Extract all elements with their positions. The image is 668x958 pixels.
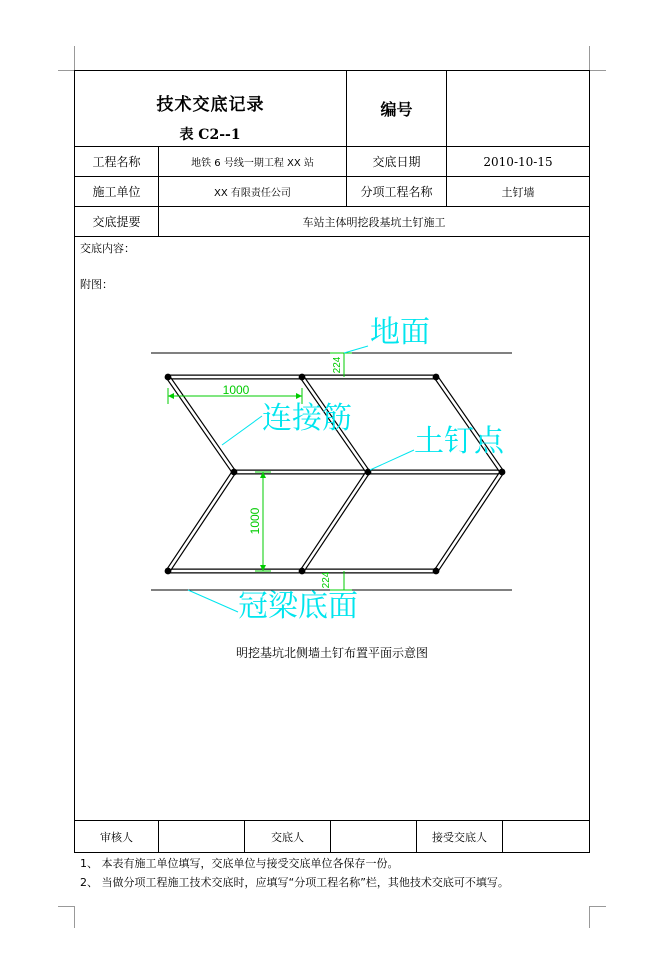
crop-mark-bottom-left-h bbox=[58, 906, 74, 907]
connector-diag-4-inner bbox=[168, 472, 234, 571]
crop-mark-top-left-h bbox=[58, 70, 74, 71]
date-label: 交底日期 bbox=[372, 155, 421, 169]
form-title: 技术交底记录 bbox=[156, 94, 265, 115]
dim-horizontal-text: 1000 bbox=[222, 383, 250, 397]
footnote-2: 2、 当做分项工程施工技术交底时，应填写“分项工程名称”栏，其他技术交底可不填写。 bbox=[80, 876, 509, 889]
discloser-label: 交底人 bbox=[271, 830, 304, 844]
receiver-label: 接受交底人 bbox=[432, 830, 487, 844]
summary-label: 交底提要 bbox=[92, 215, 141, 229]
dim-top-offset-text: 224 bbox=[332, 356, 343, 374]
number-label: 编号 bbox=[380, 99, 413, 119]
soil-nail-point bbox=[165, 568, 172, 575]
soil-nail-point bbox=[433, 374, 440, 381]
connector-leader bbox=[222, 416, 262, 445]
soil-nail-point bbox=[433, 568, 440, 575]
connector-label: 连接筋 bbox=[262, 401, 352, 436]
nail-point-leader bbox=[370, 450, 414, 470]
connector-diag-6-inner bbox=[436, 472, 502, 571]
dim-vertical-text: 1000 bbox=[248, 507, 262, 535]
project-name-label: 工程名称 bbox=[92, 155, 141, 169]
form-code: 表 C2--1 bbox=[179, 127, 241, 143]
dim-bottom-offset-text: 224 bbox=[321, 571, 332, 589]
content-label: 交底内容： bbox=[80, 242, 135, 255]
footnote-1: 1、 本表有施工单位填写，交底单位与接受交底单位各保存一份。 bbox=[80, 857, 399, 870]
number-value[interactable] bbox=[447, 71, 589, 146]
reviewer-label: 审核人 bbox=[100, 830, 133, 844]
nail-point-label: 土钉点 bbox=[414, 424, 504, 459]
crop-mark-bottom-right-h bbox=[590, 906, 606, 907]
crop-mark-bottom-right-v bbox=[589, 906, 590, 928]
soil-nail-point bbox=[499, 469, 506, 476]
figure-label: 附图： bbox=[80, 278, 113, 291]
soil-nail-point bbox=[165, 374, 172, 381]
figure-caption: 明挖基坑北侧墙土钉布置平面示意图 bbox=[235, 645, 428, 660]
subitem-value[interactable]: 土钉墙 bbox=[501, 185, 535, 199]
contractor-label: 施工单位 bbox=[92, 185, 141, 199]
beam-bottom-leader bbox=[188, 590, 238, 612]
discloser-value[interactable] bbox=[331, 821, 416, 852]
soil-nail-point bbox=[231, 469, 238, 476]
crop-mark-top-left-v bbox=[74, 46, 75, 70]
date-value[interactable]: 2010-10-15 bbox=[483, 154, 553, 169]
summary-value[interactable]: 车站主体明挖段基坑土钉施工 bbox=[302, 215, 446, 229]
project-name-value[interactable]: 地铁 6 号线一期工程 XX 站 bbox=[191, 158, 314, 169]
crop-mark-top-right-h bbox=[590, 70, 606, 71]
soil-nail-point bbox=[299, 568, 306, 575]
contractor-value[interactable]: XX 有限责任公司 bbox=[214, 188, 291, 199]
soil-nail-layout-drawing bbox=[74, 290, 574, 630]
soil-nail-point bbox=[299, 374, 306, 381]
beam-bottom-label: 冠梁底面 bbox=[238, 589, 358, 624]
crop-mark-bottom-left-v bbox=[74, 906, 75, 928]
reviewer-value[interactable] bbox=[159, 821, 244, 852]
ground-leader bbox=[344, 346, 368, 353]
ground-label: 地面 bbox=[370, 315, 430, 350]
subitem-label: 分项工程名称 bbox=[360, 185, 433, 199]
receiver-value[interactable] bbox=[503, 821, 589, 852]
crop-mark-top-right-v bbox=[589, 46, 590, 70]
connector-diag-5-inner bbox=[302, 472, 368, 571]
